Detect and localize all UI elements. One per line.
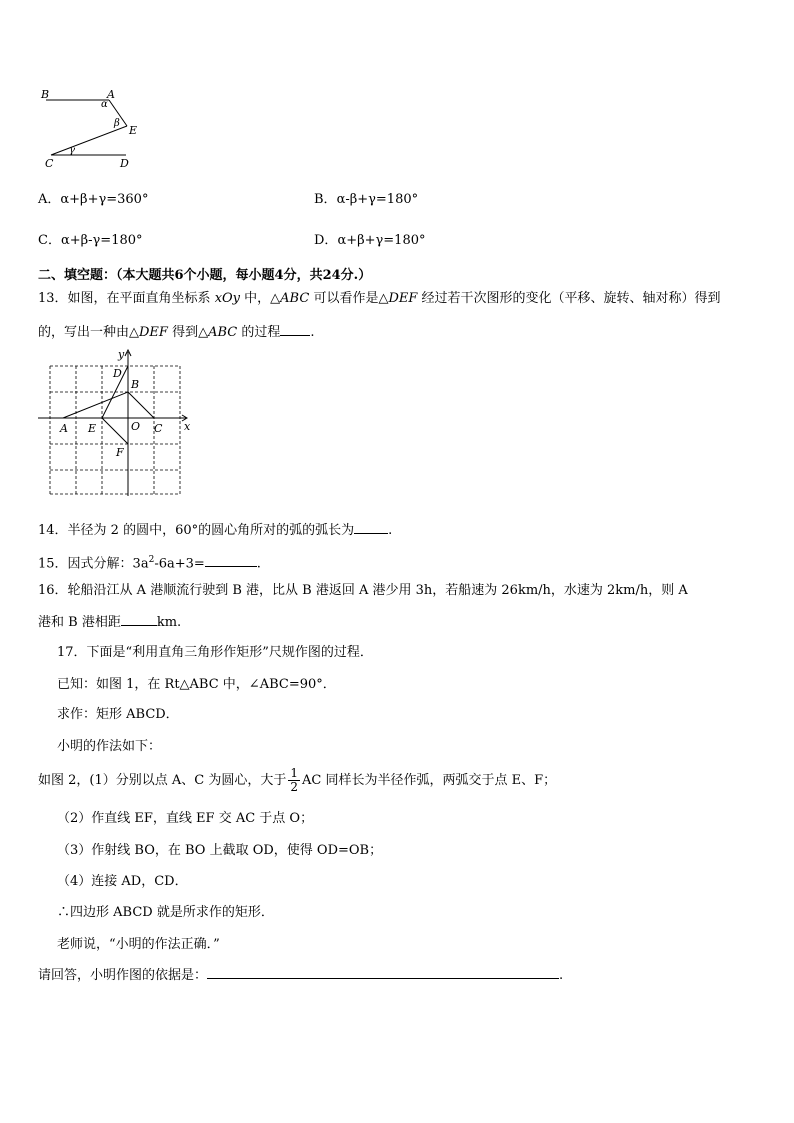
question-17-line1: 17．下面是“利用直角三角形作矩形”尺规作图的过程． — [57, 645, 373, 660]
label-c: C — [45, 157, 54, 170]
question-15: 15．因式分解：$3a^2-6a+3=$ . — [38, 555, 261, 572]
label-e: E — [129, 124, 138, 137]
label-e13: E — [88, 422, 97, 435]
label-a: A — [107, 88, 115, 101]
question-13-line2: 的，写出一种由△DEF 得到△ABC 的过程 . — [38, 325, 315, 340]
label-x: x — [184, 420, 191, 433]
question-16-line2: 港和 B 港相距 km. — [38, 615, 182, 630]
label-y: y — [118, 348, 125, 361]
option-a: A．α+β+γ=360° — [38, 192, 149, 207]
answer-blank-17[interactable] — [207, 966, 559, 979]
label-d13: D — [113, 367, 122, 380]
question-17-conclusion: ∴四边形 ABCD 就是所求作的矩形． — [57, 905, 274, 920]
question-17-step4: （4）连接 AD，CD． — [57, 874, 188, 889]
answer-blank-16[interactable] — [121, 613, 157, 626]
question-17-answer: 请回答，小明作图的依据是： . — [38, 968, 564, 983]
label-gamma: γ — [69, 145, 75, 156]
question-14: 14．半径为 2 的圆中，60°的圆心角所对的弧的弧长为 . — [38, 523, 393, 538]
option-c: C．α+β-γ=180° — [38, 233, 143, 248]
label-d: D — [120, 157, 129, 170]
label-alpha: α — [101, 99, 108, 110]
label-beta: β — [114, 118, 120, 129]
label-c13: C — [154, 422, 163, 435]
fraction-one-half: $\frac{1}{2}$ — [290, 766, 298, 794]
question-17-step1: 如图 2，(1）分别以点 A、C 为圆心，大于 $\frac{1}{2}$ AC 同样长为半径作弧，两弧交于点 E、F； — [38, 766, 557, 794]
question-13-line1: 13．如图，在平面直角坐标系 xOy 中，△ABC 可以看作是△DEF 经过若干次图形的变化（平移、旋转、轴对称）得到 — [38, 291, 721, 306]
label-f: F — [116, 446, 124, 459]
question-17-required: 求作：矩形 ABCD． — [57, 707, 179, 722]
figure-q13 — [36, 346, 196, 498]
answer-blank-13[interactable] — [280, 323, 310, 336]
label-b: B — [41, 88, 50, 101]
question-16-line1: 16．轮船沿江从 A 港顺流行驶到 B 港，比从 B 港返回 A 港少用 3h，若船速为 26km/h，水速为 2km/h，则 A — [38, 583, 688, 598]
label-a13: A — [60, 422, 68, 435]
label-o: O — [131, 420, 141, 433]
question-17-step3: （3）作射线 BO，在 BO 上截取 OD，使得 OD=OB； — [57, 843, 383, 858]
section-heading: 二、填空题：（本大题共6个小题，每小题4分，共24分.） — [38, 268, 372, 283]
answer-blank-14[interactable] — [354, 521, 388, 534]
question-17-given: 已知：如图 1，在 Rt△ABC 中，∠ABC=90°． — [57, 677, 336, 692]
option-b: B．α-β+γ=180° — [314, 192, 419, 207]
question-17-method: 小明的作法如下： — [57, 739, 162, 754]
question-17-teacher: 老师说，“小明的作法正确．” — [57, 937, 220, 952]
answer-blank-15[interactable] — [205, 554, 257, 567]
figure-q12 — [38, 86, 148, 172]
option-d: D．α+β+γ=180° — [314, 233, 426, 248]
question-17-step2: （2）作直线 EF，直线 EF 交 AC 于点 O； — [57, 811, 314, 826]
label-b13: B — [131, 378, 140, 391]
line-ec — [51, 126, 127, 155]
